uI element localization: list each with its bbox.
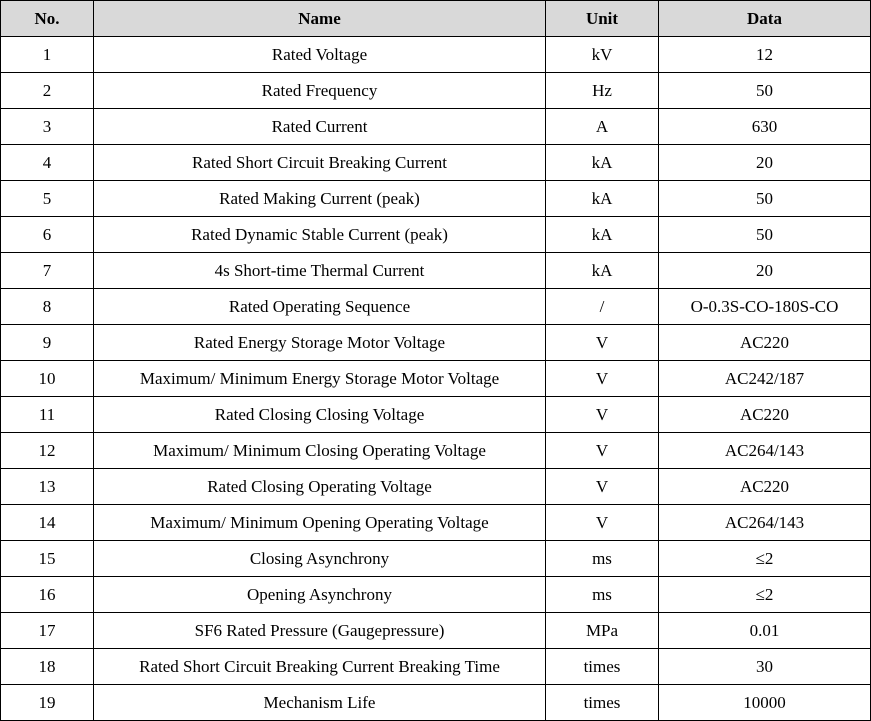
- cell-data: AC242/187: [659, 361, 871, 397]
- cell-no: 8: [1, 289, 94, 325]
- cell-data: 12: [659, 37, 871, 73]
- cell-unit: kA: [546, 145, 659, 181]
- cell-name: Rated Closing Closing Voltage: [94, 397, 546, 433]
- cell-no: 15: [1, 541, 94, 577]
- cell-data: AC264/143: [659, 433, 871, 469]
- cell-data: 30: [659, 649, 871, 685]
- cell-unit: times: [546, 685, 659, 721]
- table-row: [1, 181, 871, 217]
- table-row: [1, 505, 871, 541]
- cell-unit: V: [546, 325, 659, 361]
- cell-no: 11: [1, 397, 94, 433]
- cell-no: 5: [1, 181, 94, 217]
- table-row: [1, 433, 871, 469]
- table-row: [1, 541, 871, 577]
- header-data: Data: [659, 1, 871, 37]
- cell-unit: kA: [546, 181, 659, 217]
- cell-unit: Hz: [546, 73, 659, 109]
- cell-no: 1: [1, 37, 94, 73]
- cell-no: 17: [1, 613, 94, 649]
- table-row: [1, 217, 871, 253]
- cell-name: Maximum/ Minimum Closing Operating Voltage: [94, 433, 546, 469]
- header-name: Name: [94, 1, 546, 37]
- table-row: [1, 109, 871, 145]
- cell-no: 9: [1, 325, 94, 361]
- cell-no: 10: [1, 361, 94, 397]
- table-row: [1, 469, 871, 505]
- cell-data: AC264/143: [659, 505, 871, 541]
- cell-data: ≤2: [659, 541, 871, 577]
- cell-unit: V: [546, 505, 659, 541]
- cell-data: AC220: [659, 325, 871, 361]
- cell-unit: kA: [546, 253, 659, 289]
- cell-unit: A: [546, 109, 659, 145]
- cell-name: Rated Frequency: [94, 73, 546, 109]
- table-row: [1, 253, 871, 289]
- cell-unit: V: [546, 469, 659, 505]
- cell-data: AC220: [659, 469, 871, 505]
- cell-unit: kV: [546, 37, 659, 73]
- table-row: [1, 613, 871, 649]
- cell-unit: times: [546, 649, 659, 685]
- cell-no: 3: [1, 109, 94, 145]
- table-row: [1, 289, 871, 325]
- cell-name: Rated Short Circuit Breaking Current: [94, 145, 546, 181]
- cell-name: Rated Operating Sequence: [94, 289, 546, 325]
- cell-unit: kA: [546, 217, 659, 253]
- cell-no: 18: [1, 649, 94, 685]
- table-header-row: [1, 1, 871, 37]
- cell-data: 20: [659, 253, 871, 289]
- cell-no: 6: [1, 217, 94, 253]
- header-no: No.: [1, 1, 94, 37]
- table-row: [1, 73, 871, 109]
- cell-name: Rated Voltage: [94, 37, 546, 73]
- cell-name: Maximum/ Minimum Opening Operating Voltage: [94, 505, 546, 541]
- cell-no: 14: [1, 505, 94, 541]
- cell-data: 50: [659, 217, 871, 253]
- cell-data: AC220: [659, 397, 871, 433]
- table-row: [1, 361, 871, 397]
- cell-data: 630: [659, 109, 871, 145]
- cell-no: 12: [1, 433, 94, 469]
- cell-name: 4s Short-time Thermal Current: [94, 253, 546, 289]
- cell-no: 19: [1, 685, 94, 721]
- cell-unit: ms: [546, 541, 659, 577]
- cell-name: Rated Current: [94, 109, 546, 145]
- cell-name: Opening Asynchrony: [94, 577, 546, 613]
- cell-name: SF6 Rated Pressure (Gaugepressure): [94, 613, 546, 649]
- header-unit: Unit: [546, 1, 659, 37]
- table-row: [1, 37, 871, 73]
- cell-data: ≤2: [659, 577, 871, 613]
- cell-unit: ms: [546, 577, 659, 613]
- cell-no: 7: [1, 253, 94, 289]
- cell-name: Rated Short Circuit Breaking Current Breaking Time: [94, 649, 546, 685]
- cell-name: Rated Dynamic Stable Current (peak): [94, 217, 546, 253]
- cell-unit: V: [546, 397, 659, 433]
- table-row: [1, 397, 871, 433]
- table-row: [1, 325, 871, 361]
- cell-no: 13: [1, 469, 94, 505]
- table-body: [1, 37, 871, 721]
- cell-name: Rated Energy Storage Motor Voltage: [94, 325, 546, 361]
- cell-data: 50: [659, 73, 871, 109]
- cell-data: 10000: [659, 685, 871, 721]
- cell-no: 4: [1, 145, 94, 181]
- cell-name: Maximum/ Minimum Energy Storage Motor Voltage: [94, 361, 546, 397]
- cell-data: O-0.3S-CO-180S-CO: [659, 289, 871, 325]
- cell-unit: V: [546, 361, 659, 397]
- cell-data: 20: [659, 145, 871, 181]
- cell-unit: /: [546, 289, 659, 325]
- table-row: [1, 577, 871, 613]
- cell-name: Rated Closing Operating Voltage: [94, 469, 546, 505]
- cell-name: Rated Making Current (peak): [94, 181, 546, 217]
- table-row: [1, 685, 871, 721]
- table-row: [1, 145, 871, 181]
- cell-data: 0.01: [659, 613, 871, 649]
- cell-unit: MPa: [546, 613, 659, 649]
- cell-no: 2: [1, 73, 94, 109]
- cell-unit: V: [546, 433, 659, 469]
- cell-no: 16: [1, 577, 94, 613]
- cell-data: 50: [659, 181, 871, 217]
- cell-name: Mechanism Life: [94, 685, 546, 721]
- table-row: [1, 649, 871, 685]
- cell-name: Closing Asynchrony: [94, 541, 546, 577]
